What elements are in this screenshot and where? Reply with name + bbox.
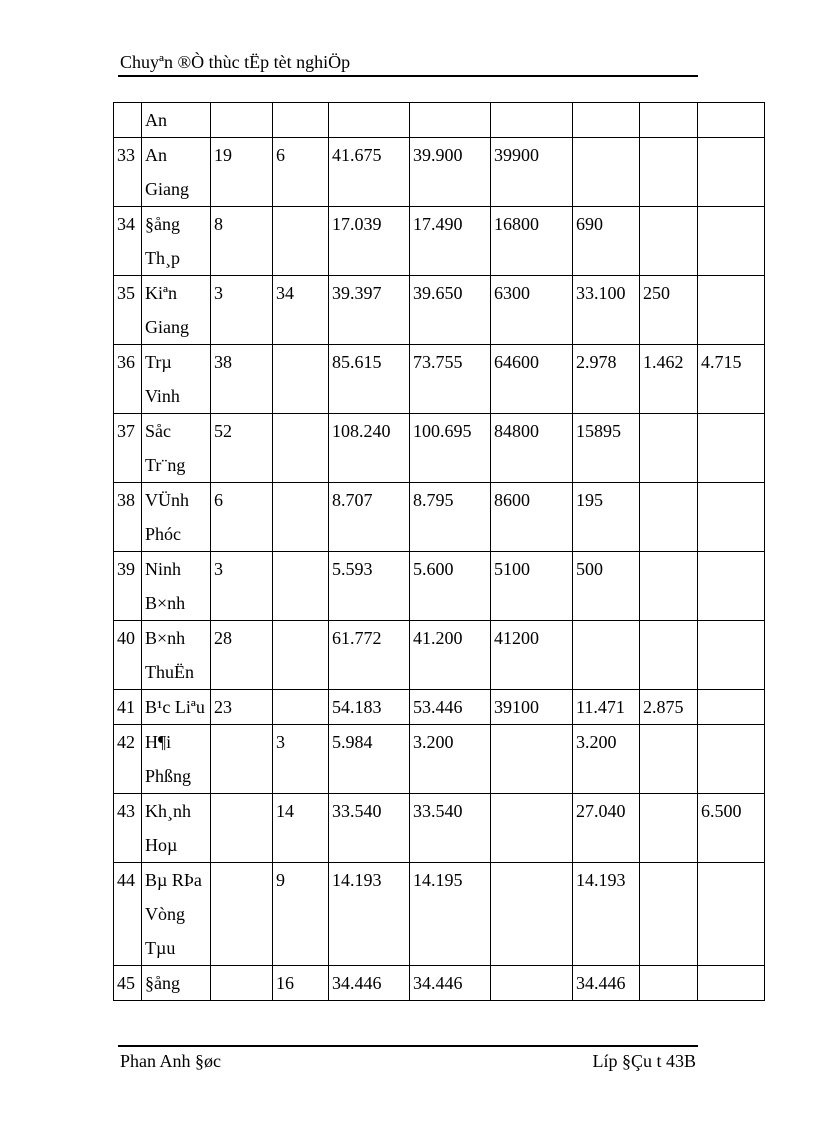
table-cell [698,621,765,690]
table-cell: 17.490 [410,207,491,276]
table-cell: 3.200 [573,725,640,794]
table-cell: 108.240 [329,414,410,483]
table-cell: 33 [114,138,142,207]
table-cell: 85.615 [329,345,410,414]
table-cell: 33.540 [329,794,410,863]
footer-class-label: Líp §Çu t 43B [592,1051,696,1071]
table-cell: 45 [114,966,142,1001]
table-cell: 2.875 [640,690,698,725]
table-cell: 690 [573,207,640,276]
table-cell: 39.900 [410,138,491,207]
table-cell [698,552,765,621]
table-cell: 34 [114,207,142,276]
table-cell [573,103,640,138]
table-cell: 37 [114,414,142,483]
table-cell: 6 [273,138,329,207]
table-row [114,414,765,483]
page-header-title: Chuyªn ®Ò thùc tËp tèt nghiÖp [120,52,351,72]
table-cell: 39.650 [410,276,491,345]
table-cell: 5.600 [410,552,491,621]
table-cell: 15895 [573,414,640,483]
table-cell [273,483,329,552]
table-cell [273,690,329,725]
table-cell: 27.040 [573,794,640,863]
table-row [114,276,765,345]
table-row [114,207,765,276]
table-cell [273,207,329,276]
table-cell: 19 [211,138,273,207]
table-cell: 3 [273,725,329,794]
table-cell [640,552,698,621]
table-cell: 36 [114,345,142,414]
table-cell: 44 [114,863,142,966]
table-cell: 8.707 [329,483,410,552]
table-cell: An [142,103,211,138]
table-cell: H¶i Phßng [142,725,211,794]
table-cell: 8600 [491,483,573,552]
table-cell [698,414,765,483]
table-cell: 53.446 [410,690,491,725]
table-cell [698,207,765,276]
table-cell: 500 [573,552,640,621]
table-cell: 41 [114,690,142,725]
table-cell: 17.039 [329,207,410,276]
table-cell: 5100 [491,552,573,621]
table-cell: 250 [640,276,698,345]
table-body [114,103,765,1001]
table-cell [640,966,698,1001]
table-cell: 1.462 [640,345,698,414]
table-cell: 195 [573,483,640,552]
table-row [114,863,765,966]
table-cell: 6.500 [698,794,765,863]
table-cell: Trµ Vinh [142,345,211,414]
table-cell [211,966,273,1001]
table-cell: 5.984 [329,725,410,794]
table-cell: 41.200 [410,621,491,690]
table-cell: 14.193 [329,863,410,966]
table-cell [211,103,273,138]
table-cell [698,276,765,345]
table-cell [491,103,573,138]
table-cell: 4.715 [698,345,765,414]
table-cell: 42 [114,725,142,794]
header-rule [118,75,698,77]
table-cell: 16 [273,966,329,1001]
data-table [113,102,765,1001]
table-cell: 43 [114,794,142,863]
table-cell: 23 [211,690,273,725]
table-cell: 2.978 [573,345,640,414]
footer-rule [118,1045,698,1047]
table-cell: 39100 [491,690,573,725]
table-cell: 39.397 [329,276,410,345]
table-cell [640,863,698,966]
table-cell [491,966,573,1001]
table-cell: §ång Th¸p [142,207,211,276]
table-cell: 9 [273,863,329,966]
table-cell: 34 [273,276,329,345]
table-cell: 61.772 [329,621,410,690]
table-cell: 6300 [491,276,573,345]
table-cell [273,621,329,690]
table-cell: 40 [114,621,142,690]
table-cell: 3 [211,276,273,345]
table-cell: 64600 [491,345,573,414]
table-cell [410,103,491,138]
table-cell [640,725,698,794]
table-cell: B¹c Liªu [142,690,211,725]
table-row [114,690,765,725]
table-cell [640,414,698,483]
table-cell [640,794,698,863]
table-cell [273,103,329,138]
table-cell [273,345,329,414]
table-cell: 14.193 [573,863,640,966]
table-row [114,794,765,863]
table-cell: 54.183 [329,690,410,725]
table-cell [491,794,573,863]
table-cell: 35 [114,276,142,345]
table-cell: VÜnh Phóc [142,483,211,552]
table-cell: 34.446 [573,966,640,1001]
table-cell [640,138,698,207]
footer-author: Phan Anh §øc [120,1051,221,1071]
table-cell: 73.755 [410,345,491,414]
table-cell [211,794,273,863]
table-cell: 3.200 [410,725,491,794]
table-cell: Bµ RÞa Vòng Tµu [142,863,211,966]
table-cell [573,621,640,690]
table-cell: Kh¸nh Hoµ [142,794,211,863]
table-cell [273,552,329,621]
table-cell: 41200 [491,621,573,690]
table-cell: 34.446 [329,966,410,1001]
table-cell [698,483,765,552]
table-row [114,725,765,794]
table-cell [491,863,573,966]
table-cell [698,966,765,1001]
table-row [114,103,765,138]
table-cell: 14 [273,794,329,863]
table-cell: 8.795 [410,483,491,552]
table-cell [698,138,765,207]
table-cell: Kiªn Giang [142,276,211,345]
table-cell: 39900 [491,138,573,207]
table-cell [211,863,273,966]
table-cell [698,103,765,138]
table-cell: 11.471 [573,690,640,725]
table-cell: 5.593 [329,552,410,621]
table-row [114,621,765,690]
table-cell [329,103,410,138]
table-row [114,345,765,414]
table-cell: 6 [211,483,273,552]
table-cell: 39 [114,552,142,621]
table-cell [640,207,698,276]
table-cell: 33.540 [410,794,491,863]
table-row [114,966,765,1001]
table-cell [573,138,640,207]
table-cell [698,690,765,725]
table-cell: 16800 [491,207,573,276]
table-cell: 52 [211,414,273,483]
table-cell: 28 [211,621,273,690]
table-cell [698,863,765,966]
table-cell: 14.195 [410,863,491,966]
table-cell [698,725,765,794]
table-cell [640,483,698,552]
table-cell [491,725,573,794]
table-cell [114,103,142,138]
table-cell: An Giang [142,138,211,207]
table-cell: 38 [211,345,273,414]
table-row [114,138,765,207]
table-cell [640,103,698,138]
table-cell: 33.100 [573,276,640,345]
table-cell [273,414,329,483]
table-cell: 84800 [491,414,573,483]
table-cell [640,621,698,690]
table-cell: 3 [211,552,273,621]
table-cell [211,725,273,794]
table-cell: 8 [211,207,273,276]
table-cell: Såc Tr¨ng [142,414,211,483]
table-cell: §ång [142,966,211,1001]
table-cell: 34.446 [410,966,491,1001]
table-cell: 41.675 [329,138,410,207]
table-row [114,552,765,621]
table-row [114,483,765,552]
table-cell: 38 [114,483,142,552]
table-cell: Ninh B×nh [142,552,211,621]
table-cell: 100.695 [410,414,491,483]
table-cell: B×nh ThuËn [142,621,211,690]
